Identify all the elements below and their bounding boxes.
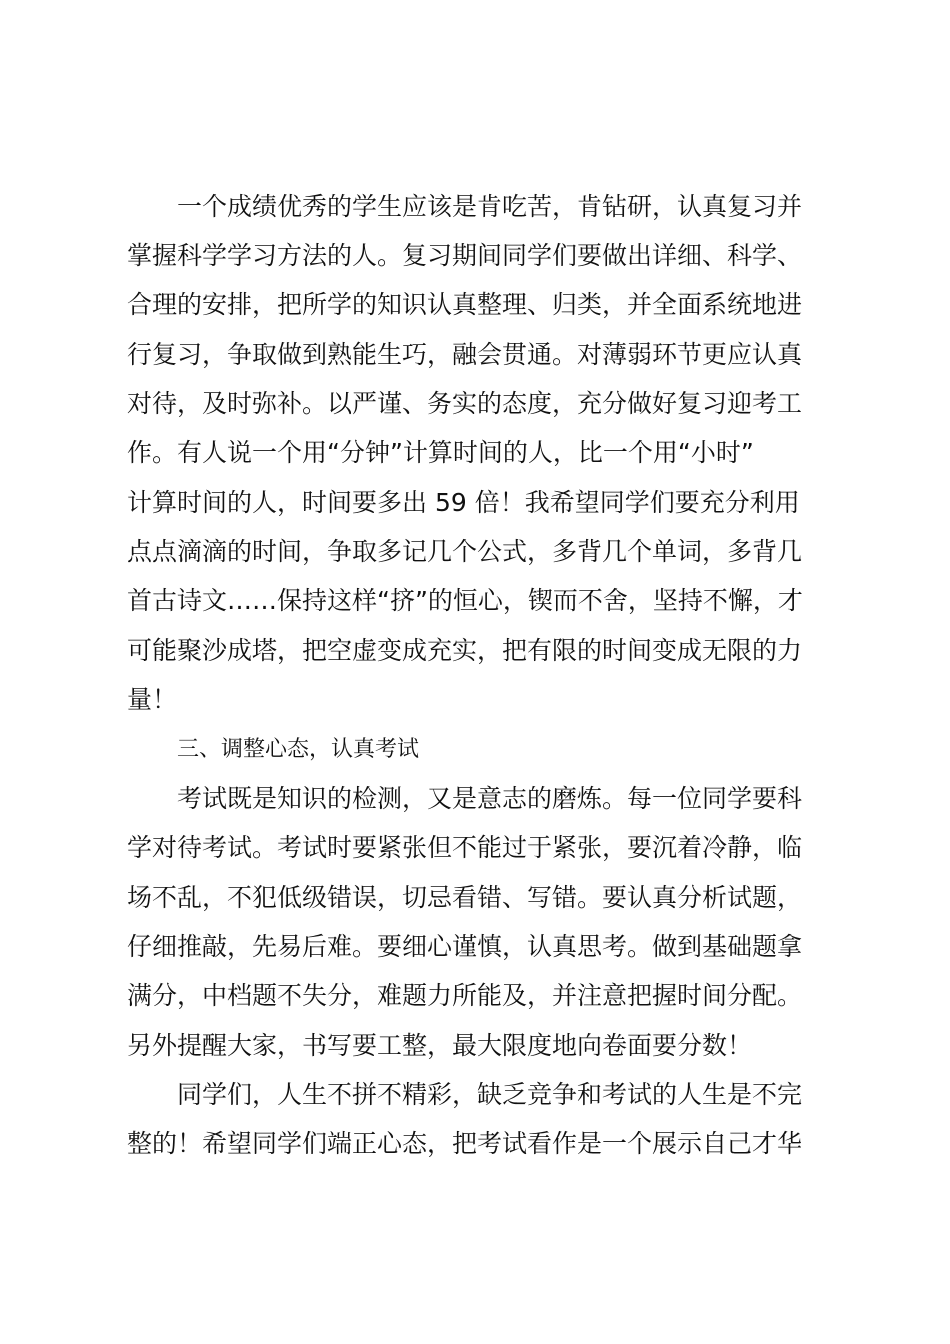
paragraph-1-line-8: 点点滴滴的时间，争取多记几个公式，多背几个单词，多背几 [127, 537, 803, 566]
paragraph-1-line-5: 对待，及时弥补。以严谨、务实的态度，充分做好复习迎考工 [127, 389, 803, 418]
paragraph-1-line-2: 掌握科学学习方法的人。复习期间同学们要做出详细、科学、 [127, 241, 803, 270]
paragraph-1-line-3: 合理的安排，把所学的知识认真整理、归类，并全面系统地进 [127, 290, 803, 319]
paragraph-1-line-4: 行复习，争取做到熟能生巧，融会贯通。对薄弱环节更应认真 [127, 340, 803, 369]
paragraph-1-line-6: 作。有人说一个用“分钟”计算时间的人，比一个用“小时” [127, 438, 754, 467]
section-heading: 三、调整心态，认真考试 [177, 737, 420, 762]
paragraph-2-line-4: 仔细推敲，先易后难。要细心谨慎，认真思考。做到基础题拿 [127, 932, 803, 961]
paragraph-2-line-5: 满分，中档题不失分，难题力所能及，并注意把握时间分配。 [127, 981, 803, 1010]
paragraph-3-line-1: 同学们，人生不拼不精彩，缺乏竞争和考试的人生是不完 [177, 1080, 803, 1109]
paragraph-1-line-11: 量！ [127, 685, 178, 714]
paragraph-1-line-9: 首古诗文……保持这样“挤”的恒心，锲而不舍，坚持不懈，才 [127, 586, 803, 615]
paragraph-2-line-3: 场不乱，不犯低级错误，切忌看错、写错。要认真分析试题， [127, 883, 803, 912]
paragraph-1-line-1: 一个成绩优秀的学生应该是肯吃苦，肯钻研，认真复习并 [177, 192, 803, 221]
paragraph-1-line-7: 计算时间的人，时间要多出 59 倍！我希望同学们要充分利用 [127, 488, 800, 517]
paragraph-1-line-10: 可能聚沙成塔，把空虚变成充实，把有限的时间变成无限的力 [127, 636, 803, 665]
paragraph-2-line-1: 考试既是知识的检测，又是意志的磨炼。每一位同学要科 [177, 784, 803, 813]
paragraph-3-line-2: 整的！希望同学们端正心态，把考试看作是一个展示自己才华 [127, 1129, 803, 1158]
paragraph-2-line-2: 学对待考试。考试时要紧张但不能过于紧张，要沉着冷静，临 [127, 833, 803, 862]
paragraph-2-line-6: 另外提醒大家，书写要工整，最大限度地向卷面要分数！ [127, 1031, 753, 1060]
